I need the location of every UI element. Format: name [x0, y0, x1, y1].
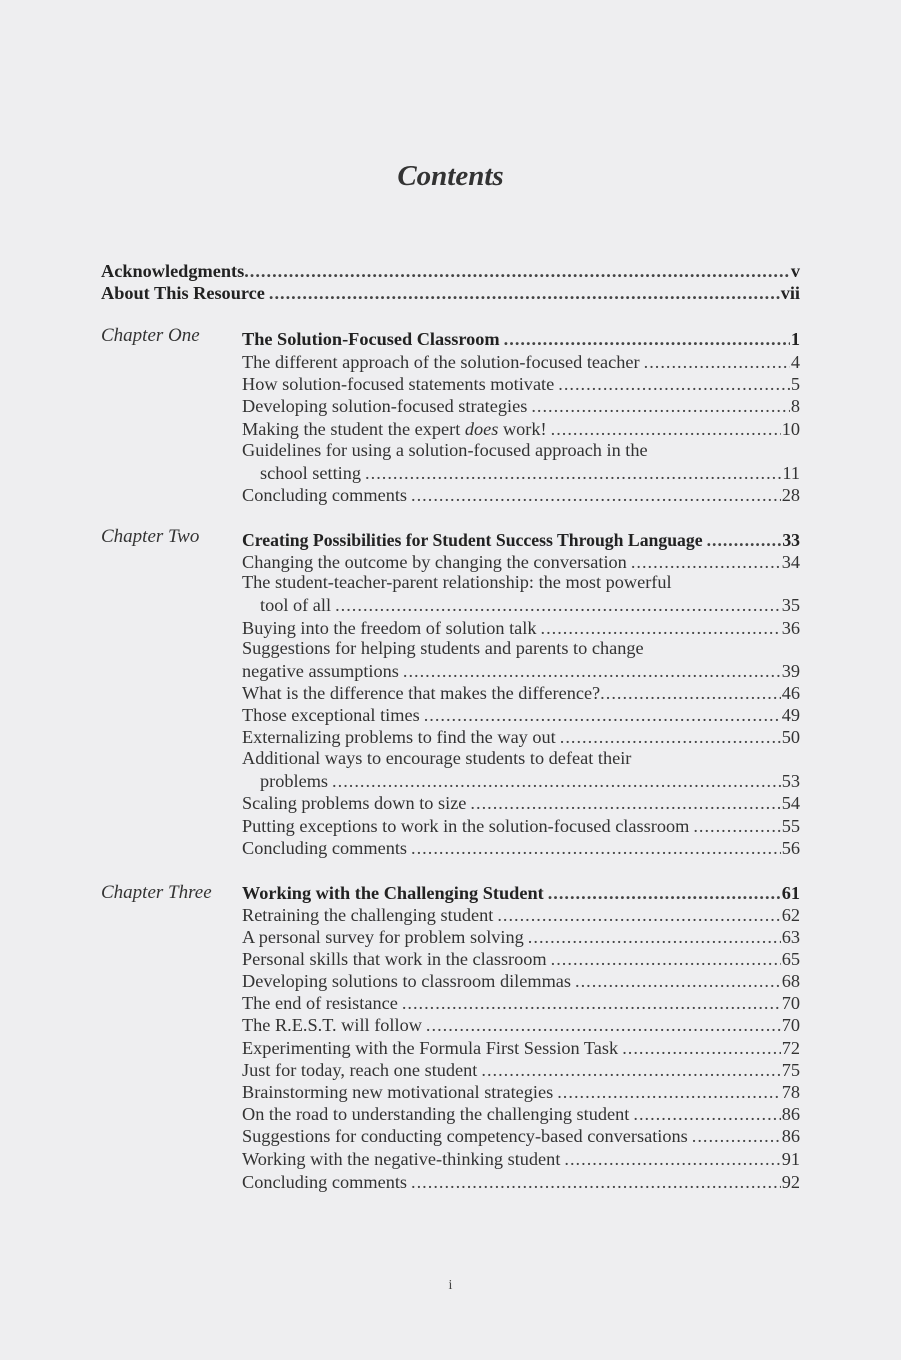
dot-leader	[551, 418, 781, 440]
toc-page-number: 35	[781, 595, 800, 615]
toc-entry-about	[101, 282, 800, 304]
toc-page-number: 1	[790, 329, 800, 349]
toc-page-number: 62	[781, 905, 800, 925]
toc-entry-title: Those exceptional times	[242, 705, 420, 725]
dot-leader	[548, 882, 781, 904]
toc-entry-title: Putting exceptions to work in the solution-focused classroom	[242, 816, 690, 836]
chapter-title-row	[242, 882, 800, 904]
toc-entry	[242, 948, 800, 970]
chapter-title: Working with the Challenging Student	[242, 883, 544, 903]
chapter-label: Chapter Three	[101, 882, 212, 903]
toc-entry-title: tool of all	[260, 595, 332, 615]
dot-leader	[365, 462, 781, 484]
dot-leader	[528, 926, 781, 948]
toc-entry-title: Working with the negative-thinking student	[242, 1149, 561, 1169]
toc-entry	[242, 726, 800, 748]
toc-entry-title: Buying into the freedom of solution talk	[242, 618, 537, 638]
dot-leader	[541, 617, 781, 639]
chapter-title: The Solution-Focused Classroom	[242, 329, 500, 349]
toc-page-number: 11	[782, 463, 800, 483]
toc-entry-line1: Guidelines for using a solution-focused approach in the	[242, 440, 648, 460]
toc-entry	[242, 1125, 800, 1147]
dot-leader	[470, 792, 780, 814]
page-number: i	[448, 1278, 453, 1293]
toc-entry	[242, 704, 800, 726]
toc-entry-title: Suggestions for conducting competency-based conversations	[242, 1126, 688, 1146]
dot-leader	[244, 260, 790, 282]
toc-entry	[260, 594, 800, 616]
dot-leader	[497, 904, 780, 926]
dot-leader	[531, 395, 790, 417]
toc-entry-title: Developing solution-focused strategies	[242, 396, 528, 416]
toc-page-number: 49	[781, 705, 800, 725]
toc-page-number: vii	[780, 283, 800, 303]
toc-entry	[242, 970, 800, 992]
dot-leader	[402, 992, 781, 1014]
toc-entry	[242, 617, 800, 639]
toc-page-number: 50	[781, 727, 800, 747]
toc-page-number: 63	[781, 927, 800, 947]
toc-entry-title: Retraining the challenging student	[242, 905, 494, 925]
toc-page-number: 53	[781, 771, 800, 791]
chapter-title: Creating Possibilities for Student Success Through Language	[242, 530, 703, 550]
toc-entry	[242, 837, 800, 859]
toc-page-number: 92	[781, 1172, 800, 1192]
toc-entry-title: problems	[260, 771, 329, 791]
toc-page-number: 8	[790, 396, 800, 416]
toc-page-number: 28	[781, 485, 800, 505]
toc-entry-title: Externalizing problems to find the way out	[242, 727, 556, 747]
dot-leader	[504, 328, 790, 350]
toc-page-number: 5	[790, 374, 800, 394]
toc-page-number: 54	[781, 793, 800, 813]
toc-entry-title: Concluding comments	[242, 838, 408, 858]
dot-leader	[692, 1125, 781, 1147]
toc-entry	[242, 1059, 800, 1081]
toc-entry-title: Personal skills that work in the classroom	[242, 949, 547, 969]
dot-leader	[426, 1014, 781, 1036]
dot-leader	[424, 704, 781, 726]
dot-leader	[411, 837, 781, 859]
toc-entry	[242, 926, 800, 948]
toc-page-number: 70	[781, 993, 800, 1013]
toc-entry-title: Concluding comments	[242, 485, 408, 505]
toc-entry-line1: Suggestions for helping students and parents to change	[242, 638, 644, 658]
toc-entry-line1: The student-teacher-parent relationship: the most powerful	[242, 572, 672, 592]
toc-page-number: 91	[781, 1149, 800, 1169]
toc-entry-title: Scaling problems down to size	[242, 793, 467, 813]
dot-leader	[575, 970, 781, 992]
toc-entry	[242, 1148, 800, 1170]
toc-entry	[242, 1014, 800, 1036]
toc-page-number: 68	[781, 971, 800, 991]
toc-page-number: 56	[781, 838, 800, 858]
toc-entry-title: A personal survey for problem solving	[242, 927, 524, 947]
toc-page-number: 4	[790, 352, 800, 372]
toc-entry-line1: Additional ways to encourage students to defeat their	[242, 748, 632, 768]
toc-page-number: 70	[781, 1015, 800, 1035]
toc-entry	[242, 904, 800, 926]
toc-entry	[242, 792, 800, 814]
toc-entry-title: Acknowledgments	[101, 261, 245, 281]
dot-leader	[332, 770, 781, 792]
toc-entry	[260, 770, 800, 792]
toc-entry-title: The end of resistance	[242, 993, 398, 1013]
toc-page-number: 33	[782, 530, 800, 550]
chapter-label: Chapter One	[101, 325, 200, 346]
toc-entry	[242, 660, 800, 682]
dot-leader	[633, 1103, 780, 1125]
chapter-label: Chapter Two	[101, 526, 200, 547]
dot-leader	[631, 551, 781, 573]
toc-entry-title: Just for today, reach one student	[242, 1060, 478, 1080]
toc-entry-title: Making the student the expert does work!	[242, 419, 547, 439]
toc-page-number: 34	[781, 552, 800, 572]
dot-leader	[269, 282, 780, 304]
dot-leader	[644, 351, 790, 373]
toc-entry	[242, 551, 800, 573]
toc-entry	[242, 682, 800, 704]
toc-page-number: 86	[781, 1126, 800, 1146]
dot-leader	[557, 1081, 780, 1103]
dot-leader	[403, 660, 781, 682]
toc-page-number: 86	[781, 1104, 800, 1124]
toc-entry	[242, 351, 800, 373]
toc-entry-title: The different approach of the solution-focused teacher	[242, 352, 640, 372]
toc-entry-title: school setting	[260, 463, 362, 483]
dot-leader	[564, 1148, 780, 1170]
toc-entry-title: The R.E.S.T. will follow	[242, 1015, 422, 1035]
toc-entry	[242, 418, 800, 440]
chapter-title-row	[242, 328, 800, 350]
toc-page-number: 78	[781, 1082, 800, 1102]
page-title: Contents	[397, 160, 504, 192]
toc-page-number: 46	[781, 683, 800, 703]
toc-entry-acknowledgments	[101, 260, 800, 282]
dot-leader	[707, 529, 782, 551]
toc-entry	[242, 484, 800, 506]
dot-leader	[558, 373, 790, 395]
chapter-title-row	[242, 529, 800, 551]
toc-page-number: 39	[781, 661, 800, 681]
toc-entry	[260, 462, 800, 484]
toc-page-number: 65	[781, 949, 800, 969]
toc-entry-title: Changing the outcome by changing the conversation	[242, 552, 627, 572]
toc-entry-title: negative assumptions	[242, 661, 399, 681]
toc-entry	[242, 1081, 800, 1103]
dot-leader	[600, 682, 781, 704]
toc-page-number: 72	[781, 1038, 800, 1058]
dot-leader	[411, 484, 781, 506]
toc-entry	[242, 992, 800, 1014]
toc-page-number: 61	[781, 883, 800, 903]
dot-leader	[560, 726, 781, 748]
toc-entry	[242, 395, 800, 417]
toc-entry	[242, 815, 800, 837]
toc-entry-title: Developing solutions to classroom dilemmas	[242, 971, 572, 991]
toc-page-number: 10	[781, 419, 800, 439]
toc-entry	[242, 1103, 800, 1125]
toc-page-number: 75	[781, 1060, 800, 1080]
toc-entry-title: Experimenting with the Formula First Session Task	[242, 1038, 619, 1058]
toc-entry-title: On the road to understanding the challenging student	[242, 1104, 630, 1124]
toc-entry-title: What is the difference that makes the difference?	[242, 683, 601, 703]
toc-entry-title: About This Resource	[101, 283, 265, 303]
toc-entry-title: Brainstorming new motivational strategies	[242, 1082, 554, 1102]
dot-leader	[622, 1037, 781, 1059]
toc-page-number: 55	[781, 816, 800, 836]
toc-entry	[242, 1171, 800, 1193]
toc-entry-title: How solution-focused statements motivate	[242, 374, 555, 394]
toc-entry-title: Concluding comments	[242, 1172, 408, 1192]
toc-page-number: v	[790, 261, 800, 281]
dot-leader	[335, 594, 781, 616]
toc-entry	[242, 373, 800, 395]
dot-leader	[693, 815, 780, 837]
dot-leader	[411, 1171, 781, 1193]
dot-leader	[481, 1059, 780, 1081]
toc-page-number: 36	[781, 618, 800, 638]
toc-entry	[242, 1037, 800, 1059]
dot-leader	[551, 948, 781, 970]
